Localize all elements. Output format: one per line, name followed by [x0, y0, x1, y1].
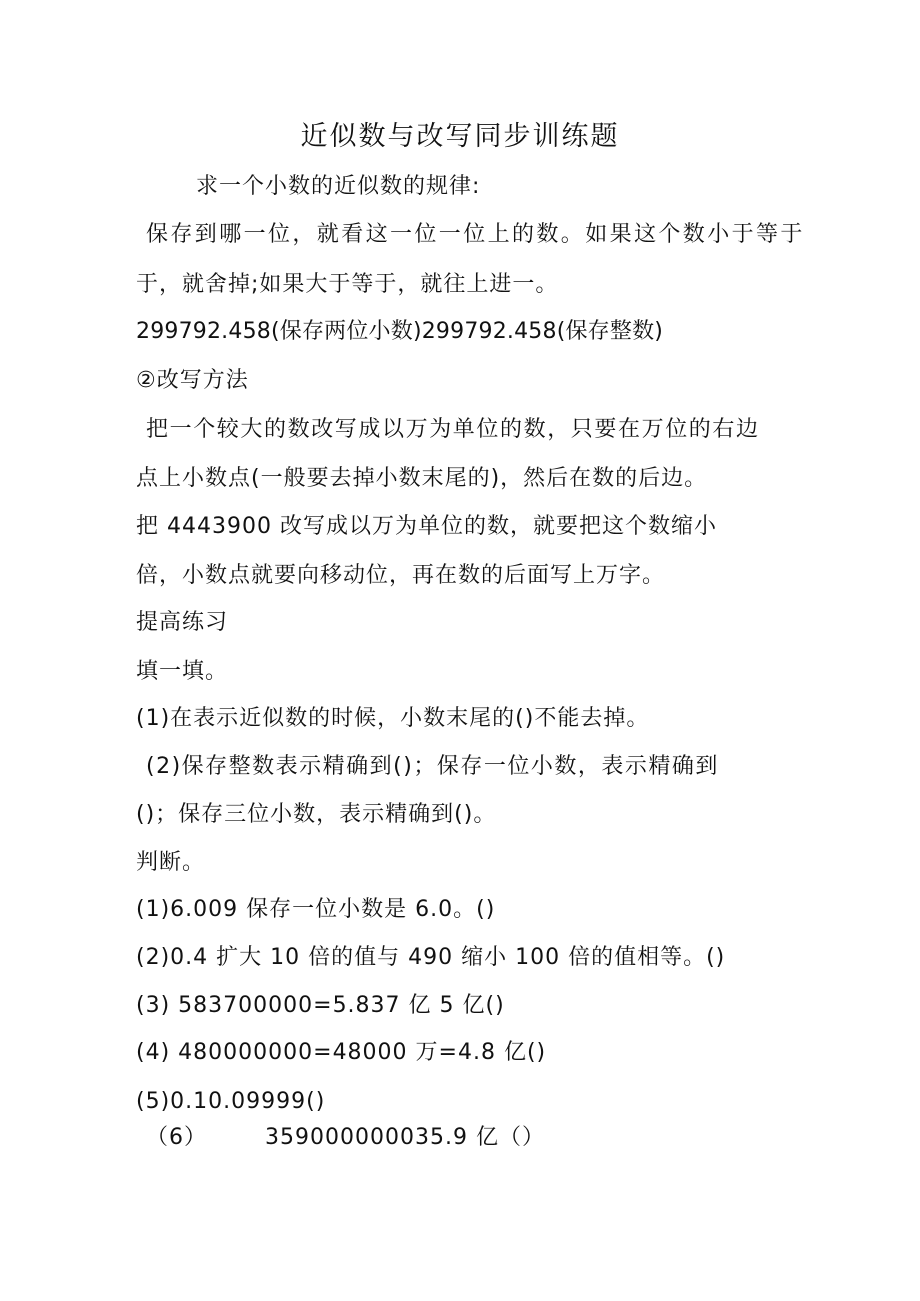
method-line-2: 点上小数点(一般要去掉小数末尾的)，然后在数的后边。	[136, 466, 708, 491]
judge-question-4: (4) 480000000=48000 万=4.8 亿()	[136, 1040, 547, 1065]
page-title: 近似数与改写同步训练题	[300, 121, 620, 152]
method-line-1: 把一个较大的数改写成以万为单位的数，只要在万位的右边	[146, 417, 760, 442]
judge-question-5: (5)0.10.09999()	[136, 1089, 326, 1114]
fill-question-2-line-2: ()；保存三位小数，表示精确到()。	[136, 802, 497, 827]
method-line-3: 把 4443900 改写成以万为单位的数，就要把这个数缩小	[136, 514, 717, 539]
rule-line-1: 保存到哪一位，就看这一位一位上的数。如果这个数小于等于	[146, 222, 805, 247]
intro-text: 求一个小数的近似数的规律:	[196, 174, 481, 199]
improve-heading: 提高练习	[136, 610, 229, 635]
fill-question-1: (1)在表示近似数的时候，小数末尾的()不能去掉。	[136, 706, 650, 731]
judge-question-2: (2)0.4 扩大 10 倍的值与 490 缩小 100 倍的值相等。()	[136, 945, 726, 970]
judge-question-6-text: 359000000035.9 亿（）	[265, 1125, 545, 1150]
judge-question-6-number: （6）	[146, 1125, 207, 1150]
judge-question-3: (3) 583700000=5.837 亿 5 亿()	[136, 993, 505, 1018]
judge-heading: 判断。	[136, 850, 206, 875]
method-line-4: 倍，小数点就要向移动位，再在数的后面写上万字。	[136, 563, 666, 588]
judge-question-6	[146, 1123, 545, 1153]
fill-heading: 填一填。	[136, 659, 229, 684]
method-heading: ②改写方法	[136, 368, 249, 393]
rule-line-2: 于，就舍掉;如果大于等于，就往上进一。	[136, 272, 559, 297]
example-line: 299792.458(保存两位小数)299792.458(保存整数)	[136, 319, 664, 344]
judge-question-1: (1)6.009 保存一位小数是 6.0。()	[136, 897, 496, 922]
fill-question-2-line-1: (2)保存整数表示精确到()；保存一位小数，表示精确到	[146, 754, 719, 779]
